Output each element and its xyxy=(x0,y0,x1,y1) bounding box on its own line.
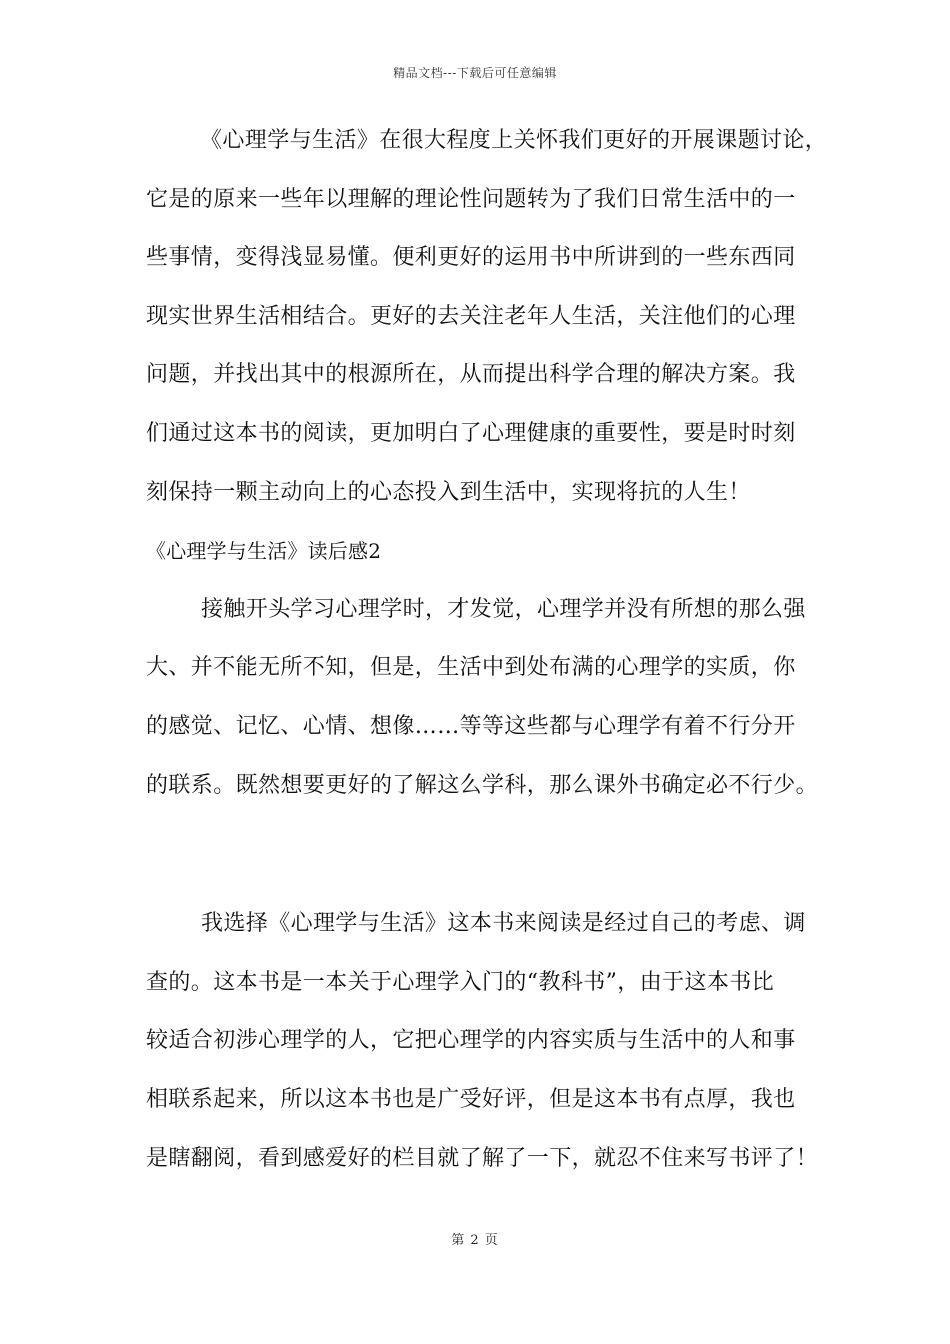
paragraph-3 xyxy=(146,909,821,1173)
paragraph-line: 大、并不能无所不知，但是，生活中到处布满的心理学的实质，你 xyxy=(146,655,796,681)
paragraph-line: 它是的原来一些年以理解的理论性问题转为了我们日常生活中的一 xyxy=(146,186,796,212)
paragraph-spacer xyxy=(146,801,821,881)
page-number: 第 2 页 xyxy=(451,1233,499,1248)
paragraph-2 xyxy=(146,595,821,801)
paragraph-line: 问题，并找出其中的根源所在，从而提出科学合理的解决方案。我 xyxy=(146,362,796,388)
paragraph-line: 《心理学与生活》在很大程度上关怀我们更好的开展课题讨论， xyxy=(200,128,828,153)
document-body xyxy=(146,126,828,1174)
paragraph-line: 刻保持一颗主动向上的心态投入到生活中，实现将抗的人生！ xyxy=(146,479,751,505)
paragraph-line: 我选择《心理学与生活》这本书来阅读是经过自己的考虑、调 xyxy=(201,911,806,937)
paragraph-line: 相联系起来，所以这本书也是广受好评，但是这本书有点厚，我也 xyxy=(146,1086,796,1112)
paragraph-line: 是瞎翻阅，看到感爱好的栏目就了解了一下，就忍不住来写书评了！ xyxy=(146,1145,819,1171)
paragraph-1 xyxy=(146,126,828,508)
page-header: 精品文档---下载后可任意编辑 xyxy=(393,66,557,80)
paragraph-line: 的联系。既然想要更好的了解这么学科，那么课外书确定必不行少。 xyxy=(146,772,819,798)
paragraph-line: 查的。这本书是一本关于心理学入门的“教科书”，由于这本书比 xyxy=(146,969,775,995)
paragraph-line: 较适合初涉心理学的人，它把心理学的内容实质与生活中的人和事 xyxy=(146,1028,796,1054)
paragraph-line: 的感觉、记忆、心情、想像……等等这些都与心理学有着不行分开 xyxy=(146,713,796,739)
section-heading: 《心理学与生活》读后感2 xyxy=(146,539,382,564)
paragraph-line: 些事情，变得浅显易懂。便利更好的运用书中所讲到的一些东西同 xyxy=(146,245,796,271)
paragraph-line: 接触开头学习心理学时，才发觉，心理学并没有所想的那么强 xyxy=(201,596,806,622)
paragraph-line: 现实世界生活相结合。更好的去关注老年人生活，关注他们的心理 xyxy=(146,303,796,329)
paragraph-line: 们通过这本书的阅读，更加明白了心理健康的重要性，要是时时刻 xyxy=(146,420,796,446)
